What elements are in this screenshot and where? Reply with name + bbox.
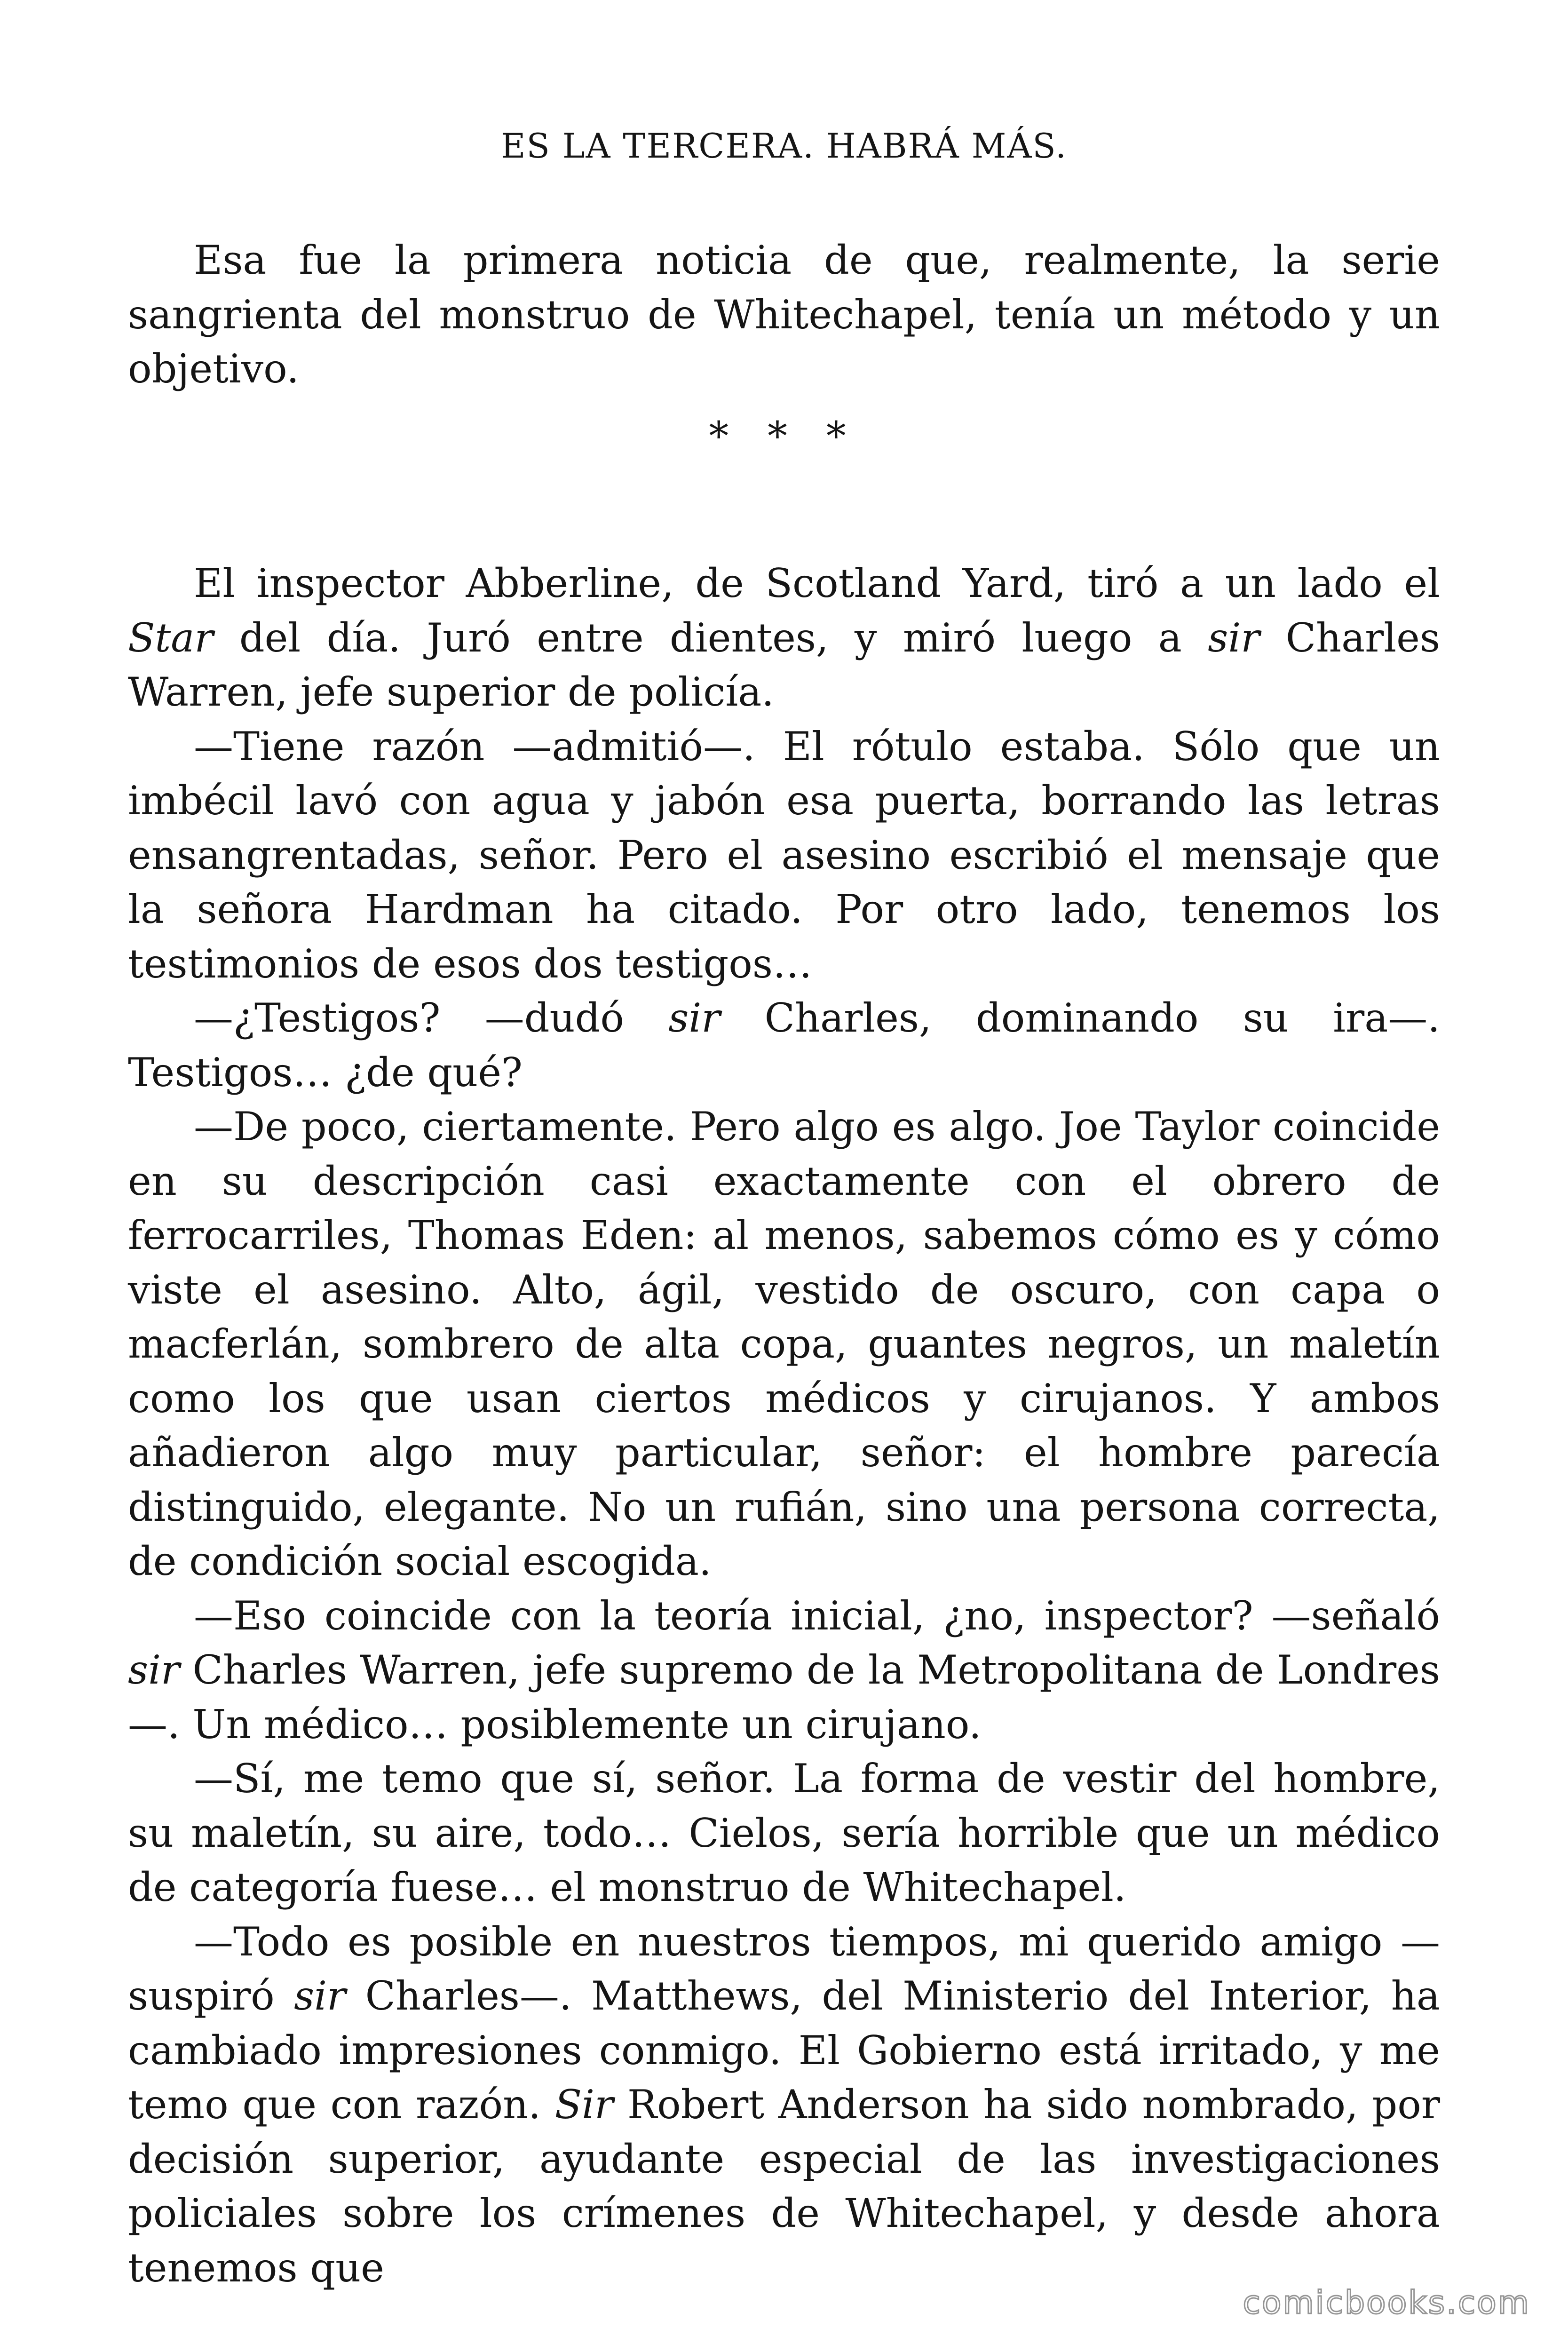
message-heading: ES LA TERCERA. HABRÁ MÁS. xyxy=(500,126,1068,166)
paragraph xyxy=(128,1100,1440,1589)
text-run: —Tiene razón —admitió—. El rótulo estaba. Sólo que un imbécil lavó con agua y jabón esa puerta, borrando las letras ensangrentadas, señor. Pero el asesino escribió el mensaje que la señora Hardman ha citado. Por otro lado, tenemos los testimonios de esos dos testigos… xyxy=(128,723,1440,987)
section-separator: * * * xyxy=(709,413,859,459)
paragraph xyxy=(128,720,1440,992)
text-run: El inspector Abberline, de Scotland Yard, tiró a un lado el xyxy=(194,560,1440,606)
body-text xyxy=(128,556,1440,2295)
paragraph xyxy=(128,991,1440,1100)
italic-text: sir xyxy=(128,1647,180,1693)
paragraph xyxy=(128,556,1440,720)
text-run: Robert Anderson ha sido nombrado, por decisión superior, ayudante especial de las investigaciones policiales sobre los crímenes de Whitechapel, y desde ahora tenemos que xyxy=(128,2082,1440,2291)
paragraph xyxy=(128,1915,1440,2296)
text-run: —Eso coincide con la teoría inicial, ¿no, inspector? —señaló xyxy=(194,1592,1440,1639)
paragraph xyxy=(128,1752,1440,1915)
text-run: del día. Juró entre dientes, y miró luego a xyxy=(213,614,1208,661)
text-run: —Sí, me temo que sí, señor. La forma de vestir del hombre, su maletín, su aire, todo… Cielos, sería horrible que un médico de categoría fuese… el monstruo de Whitechapel. xyxy=(128,1756,1440,1910)
italic-text: sir xyxy=(294,1973,346,2019)
text-run: Charles Warren, jefe superior de policía. xyxy=(128,614,1440,715)
text-run: Charles—. Matthews, del Ministerio del Interior, ha cambiado impresiones conmigo. El Gobierno está irritado, y me temo que con razón. xyxy=(128,1973,1440,2128)
italic-text: Star xyxy=(128,614,214,661)
text-run: Charles, dominando su ira—. Testigos… ¿de qué? xyxy=(128,995,1440,1096)
text-run: Charles Warren, jefe supremo de la Metropolitana de Londres—. Un médico… posiblemente un cirujano. xyxy=(128,1647,1440,1748)
watermark-logo: comicbooks.com xyxy=(1243,2284,1530,2321)
paragraph xyxy=(128,1589,1440,1752)
italic-text: Sir xyxy=(554,2082,614,2128)
text-run: —Todo es posible en nuestros tiempos, mi querido amigo —suspiró xyxy=(128,1918,1440,2019)
text-run: —¿Testigos? —dudó xyxy=(194,995,669,1041)
italic-text: sir xyxy=(1208,614,1260,661)
italic-text: sir xyxy=(668,995,721,1041)
intro-paragraph: Esa fue la primera noticia de que, realmente, la serie sangrienta del monstruo de Whitechapel, tenía un método y un objetivo. xyxy=(128,237,1440,392)
text-run: —De poco, ciertamente. Pero algo es algo. Joe Taylor coincide en su descripción casi exactamente con el obrero de ferrocarriles, Thomas Eden: al menos, sabemos cómo es y cómo viste el asesino. Alto, ágil, vestido de oscuro, con capa o macferlán, sombrero de alta copa, guantes negros, un maletín como los que usan ciertos médicos y cirujanos. Y ambos añadieron algo muy particular, señor: el hombre parecía distinguido, elegante. No un rufián, sino una persona correcta, de condición social escogida. xyxy=(128,1104,1440,1584)
